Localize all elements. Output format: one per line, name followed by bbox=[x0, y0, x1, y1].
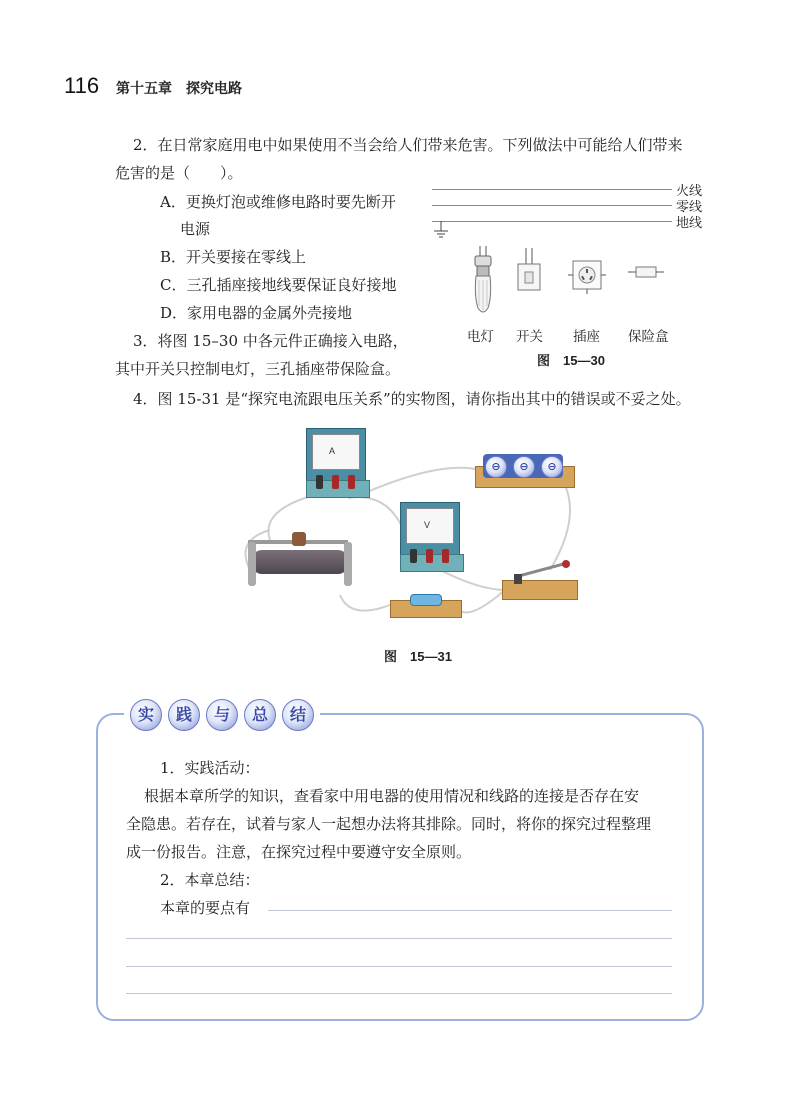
practice-item2-title: 2．本章总结： bbox=[160, 871, 260, 889]
q2-option-c: C．三孔插座接地线要保证良好接地 bbox=[160, 276, 397, 294]
practice-item1-title: 1．实践活动： bbox=[160, 759, 260, 777]
q4-text: 4．图 15-31 是“探究电流跟电压关系”的实物图，请你指出其中的错误或不妥之处。 bbox=[133, 390, 691, 408]
answer-line-4[interactable] bbox=[126, 993, 672, 994]
resistor-board bbox=[390, 592, 462, 618]
q3-line2: 其中开关只控制电灯，三孔插座带保险盒。 bbox=[115, 360, 401, 378]
title-bead-5: 结 bbox=[282, 699, 314, 731]
battery-cell-2: ⊖ bbox=[513, 456, 535, 478]
knife-switch bbox=[502, 558, 578, 602]
title-bead-4: 总 bbox=[244, 699, 276, 731]
socket-label: 插座 bbox=[573, 329, 600, 345]
practice-item1-line2: 全隐患。若存在，试着与家人一起想办法将其排除。同时，将你的探究过程整理 bbox=[126, 815, 652, 833]
neutral-wire-label: 零线 bbox=[676, 200, 703, 215]
switch-label: 开关 bbox=[516, 329, 543, 345]
practice-title bbox=[124, 698, 320, 732]
title-bead-2: 践 bbox=[168, 699, 200, 731]
q2-option-b: B．开关要接在零线上 bbox=[160, 248, 307, 266]
practice-item1-line1: 根据本章所学的知识，查看家中用电器的使用情况和线路的连接是否存在安 bbox=[144, 787, 640, 805]
voltmeter bbox=[400, 502, 464, 572]
chapter-title: 第十五章 探究电路 bbox=[116, 80, 242, 96]
ground-symbol-icon bbox=[432, 219, 450, 241]
battery-cell-3: ⊖ bbox=[541, 456, 563, 478]
q2-option-a: A．更换灯泡或维修电路时要先断开 bbox=[160, 193, 396, 211]
fuse-box-icon bbox=[628, 264, 664, 280]
q2-stem-line1: 2．在日常家庭用电中如果使用不当会给人们带来危害。下列做法中可能给人们带来 bbox=[133, 136, 683, 154]
practice-item1-line3: 成一份报告。注意，在探究过程中要遵守安全原则。 bbox=[126, 843, 472, 861]
summary-prompt: 本章的要点有 bbox=[160, 899, 251, 917]
q2-option-d: D．家用电器的金属外壳接地 bbox=[160, 304, 353, 322]
q2-stem-line2: 危害的是（ ）。 bbox=[115, 164, 243, 182]
earth-wire bbox=[432, 221, 672, 222]
ammeter-symbol: A bbox=[329, 446, 336, 456]
q2-option-a-cont: 电源 bbox=[180, 220, 211, 238]
figure-15-31-caption: 图 15—31 bbox=[384, 649, 452, 664]
voltmeter-symbol: V bbox=[424, 520, 431, 530]
live-wire bbox=[432, 189, 672, 190]
answer-line-1[interactable] bbox=[268, 910, 672, 911]
lamp-icon bbox=[466, 246, 500, 318]
rheostat bbox=[248, 532, 358, 592]
answer-line-3[interactable] bbox=[126, 966, 672, 967]
battery-holder bbox=[475, 448, 575, 490]
switch-icon bbox=[515, 248, 543, 292]
neutral-wire bbox=[432, 205, 672, 206]
battery-cell-1: ⊖ bbox=[485, 456, 507, 478]
title-bead-3: 与 bbox=[206, 699, 238, 731]
figure-15-31 bbox=[240, 420, 580, 630]
answer-line-2[interactable] bbox=[126, 938, 672, 939]
ammeter bbox=[306, 428, 370, 498]
earth-wire-label: 地线 bbox=[676, 216, 703, 231]
page-number: 116 bbox=[64, 73, 100, 98]
socket-icon bbox=[568, 256, 606, 294]
lamp-label: 电灯 bbox=[467, 329, 494, 345]
title-bead-1: 实 bbox=[130, 699, 162, 731]
live-wire-label: 火线 bbox=[676, 184, 703, 199]
q3-line1: 3．将图 15–30 中各元件正确接入电路， bbox=[133, 332, 408, 350]
figure-15-30-caption: 图 15—30 bbox=[537, 353, 605, 368]
fuse-box-label: 保险盒 bbox=[628, 329, 669, 345]
